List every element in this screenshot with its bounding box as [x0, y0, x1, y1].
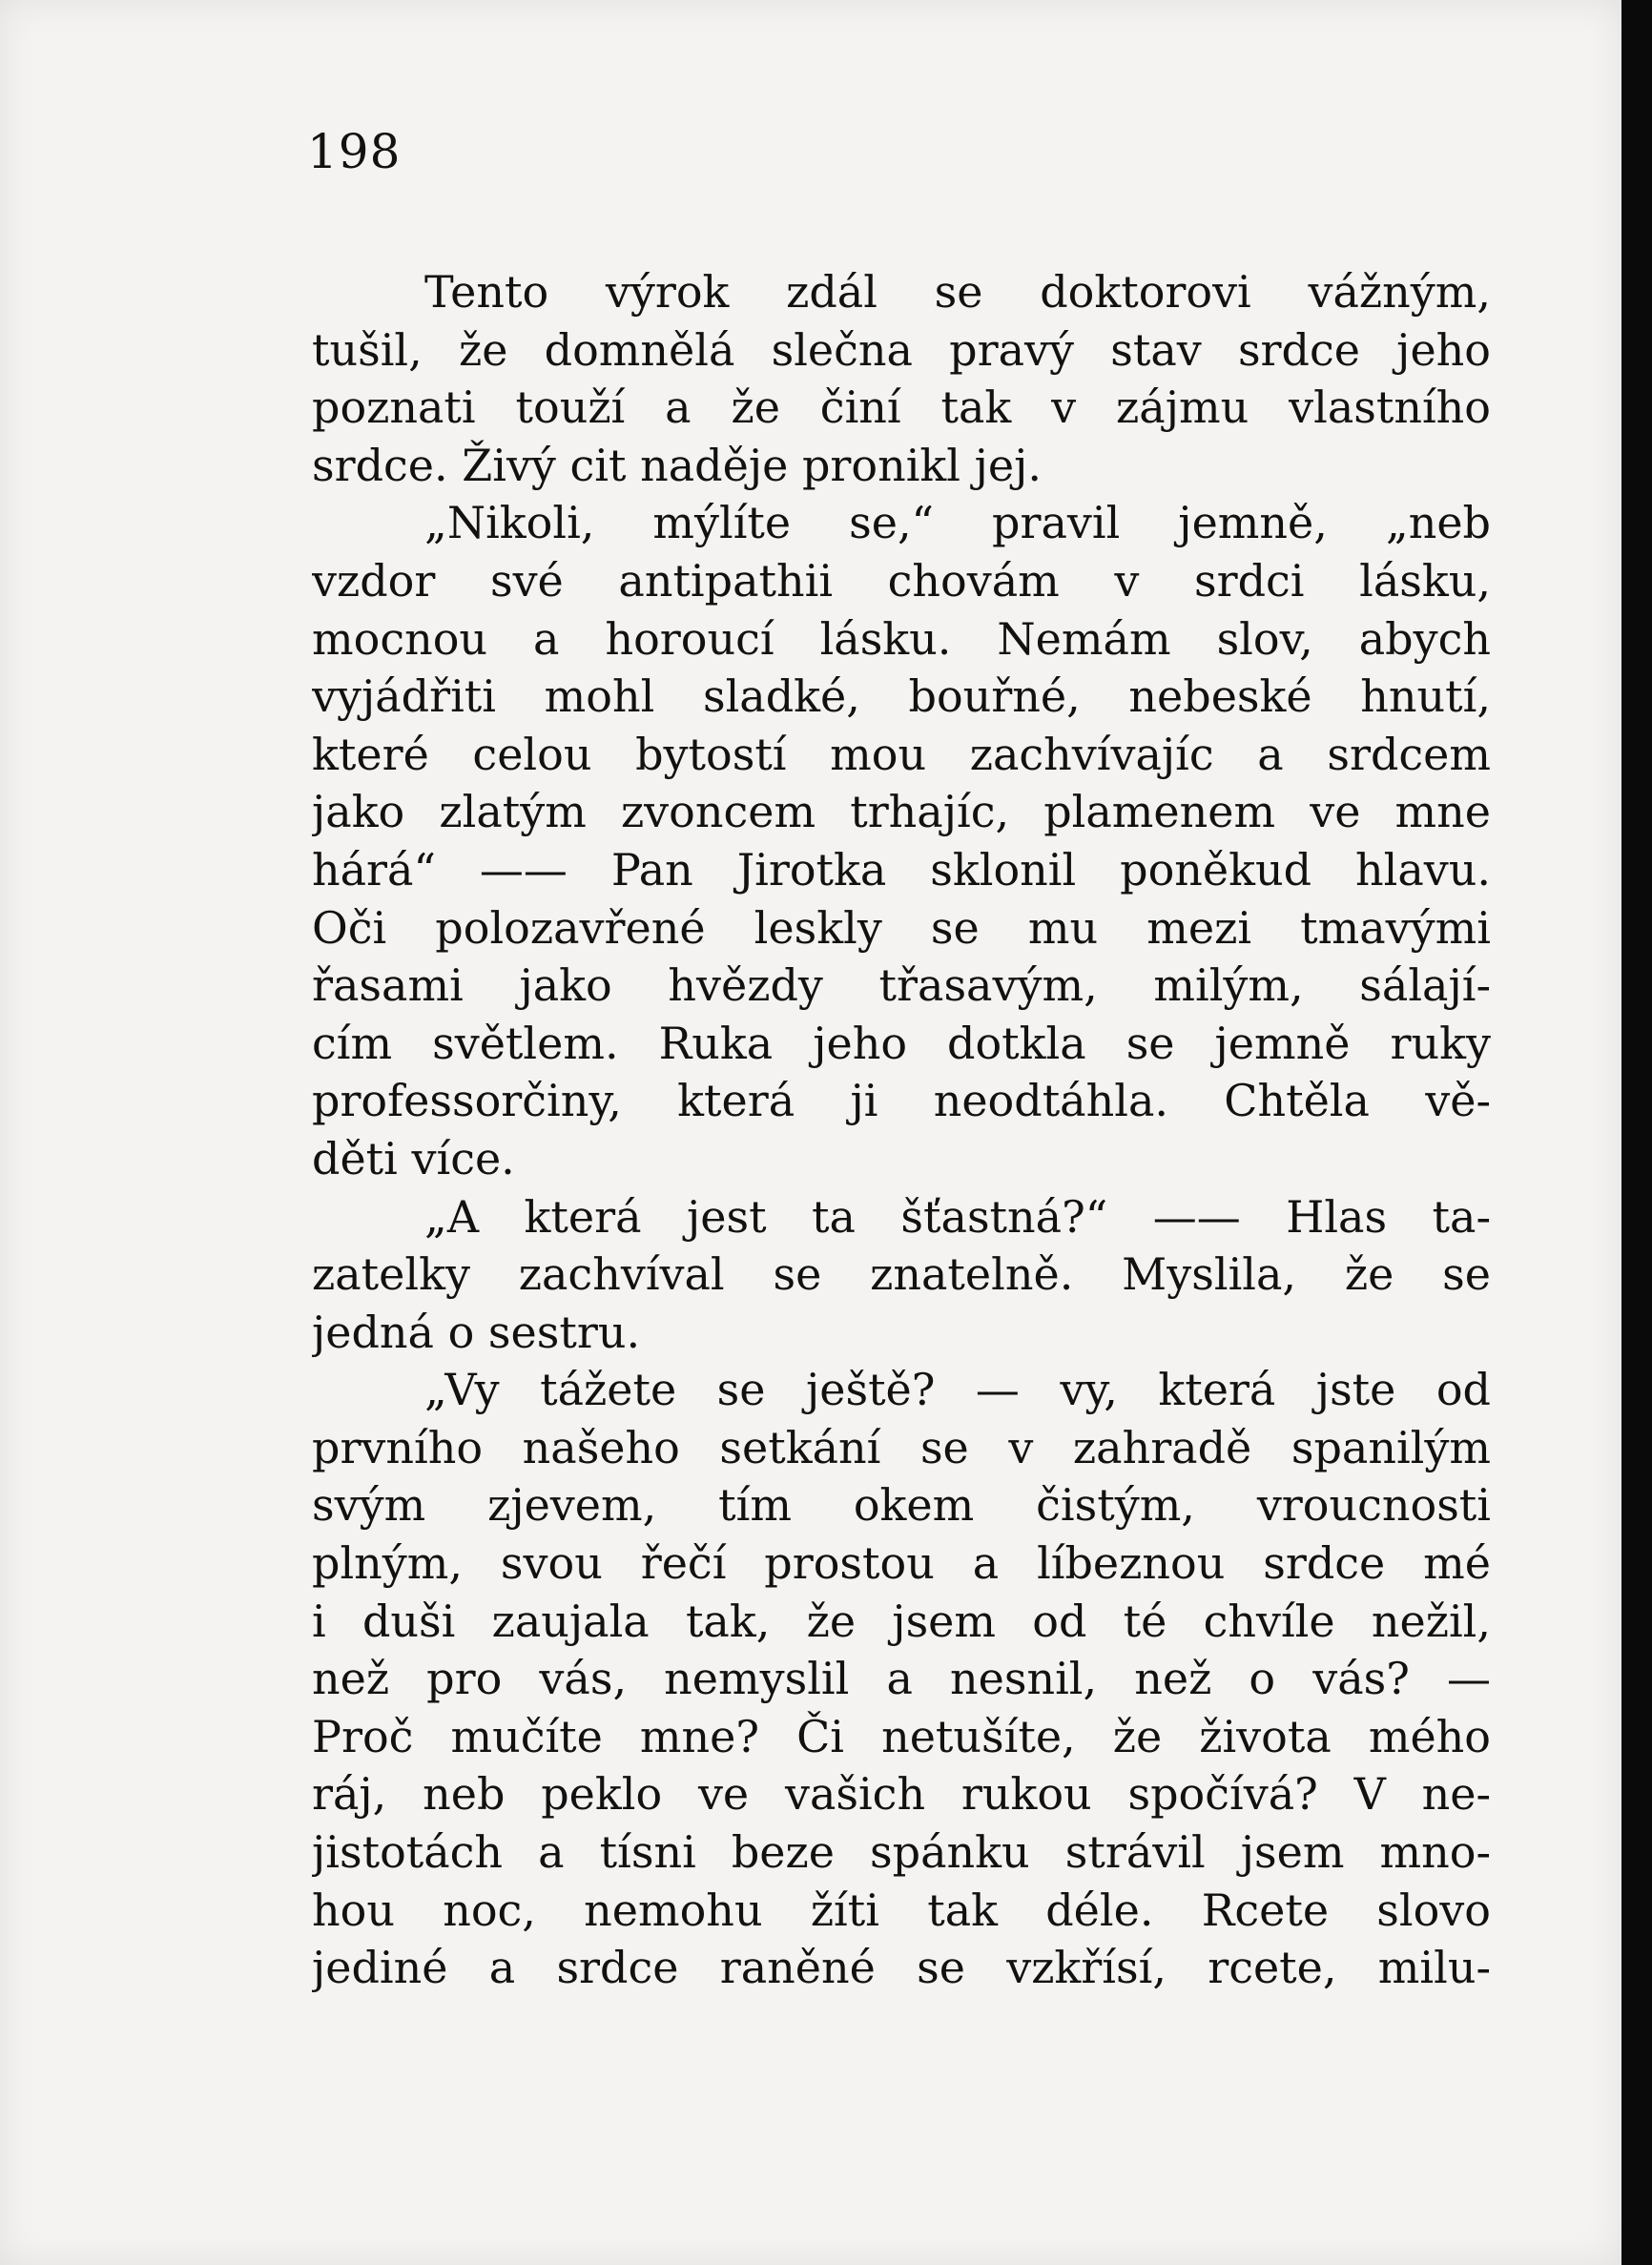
text-line: prvního našeho setkání se v zahradě spanilým [312, 1421, 1491, 1473]
text-line: než pro vás, nemyslil a nesnil, než o vás? — [312, 1653, 1491, 1705]
page-number: 198 [307, 124, 402, 179]
text-line: „A která jest ta šťastná?“ —— Hlas ta- [424, 1190, 1491, 1243]
text-line: hou noc, nemohu žíti tak déle. Rcete slovo [312, 1884, 1491, 1936]
text-line: vyjádřiti mohl sladké, bouřné, nebeské hnutí, [312, 670, 1491, 723]
scan-edge [1621, 0, 1652, 2265]
text-line: jako zlatým zvoncem trhajíc, plamenem ve mne [312, 786, 1491, 838]
text-line: zatelky zachvíval se znatelně. Myslila, že se [312, 1248, 1491, 1301]
text-line: Oči polozavřené leskly se mu mezi tmavými [312, 901, 1491, 954]
text-line: poznati touží a že činí tak v zájmu vlastního [312, 381, 1491, 434]
text-line: řasami jako hvězdy třasavým, milým, sálají- [312, 959, 1491, 1012]
text-line: jediné a srdce raněné se vzkřísí, rcete, milu- [312, 1942, 1491, 1994]
body-text [312, 263, 1491, 1997]
text-line: Tento výrok zdál se doktorovi vážným, [424, 266, 1491, 318]
text-line: plným, svou řečí prostou a líbeznou srdce mé [312, 1537, 1491, 1590]
text-line: tušil, že domnělá slečna pravý stav srdce jeho [312, 323, 1491, 376]
text-line: děti více. [312, 1132, 515, 1184]
text-line: mocnou a horoucí lásku. Nemám slov, abych [312, 612, 1491, 665]
text-line: ráj, neb peklo ve vašich rukou spočívá? V ne- [312, 1768, 1491, 1821]
text-line: i duši zaujala tak, že jsem od té chvíle nežil, [312, 1595, 1491, 1647]
text-line: „Vy tážete se ještě? — vy, která jste od [424, 1364, 1491, 1416]
text-line: jistotách a tísni beze spánku strávil jsem mno- [312, 1826, 1491, 1879]
text-line: cím světlem. Ruka jeho dotkla se jemně ruky [312, 1017, 1491, 1069]
text-line: které celou bytostí mou zachvívajíc a srdcem [312, 728, 1491, 780]
text-line: jedná o sestru. [312, 1306, 641, 1358]
text-line: „Nikoli, mýlíte se,“ pravil jemně, „neb [424, 497, 1491, 549]
text-line: vzdor své antipathii chovám v srdci lásku, [312, 554, 1491, 607]
text-line: hárá“ —— Pan Jirotka sklonil poněkud hlavu. [312, 843, 1491, 896]
text-line: srdce. Živý cit naděje pronikl jej. [312, 439, 1042, 491]
text-line: svým zjevem, tím okem čistým, vroucnosti [312, 1479, 1491, 1532]
text-line: professorčiny, která ji neodtáhla. Chtěla vě- [312, 1075, 1491, 1127]
text-line: Proč mučíte mne? Či netušíte, že života mého [312, 1710, 1491, 1762]
